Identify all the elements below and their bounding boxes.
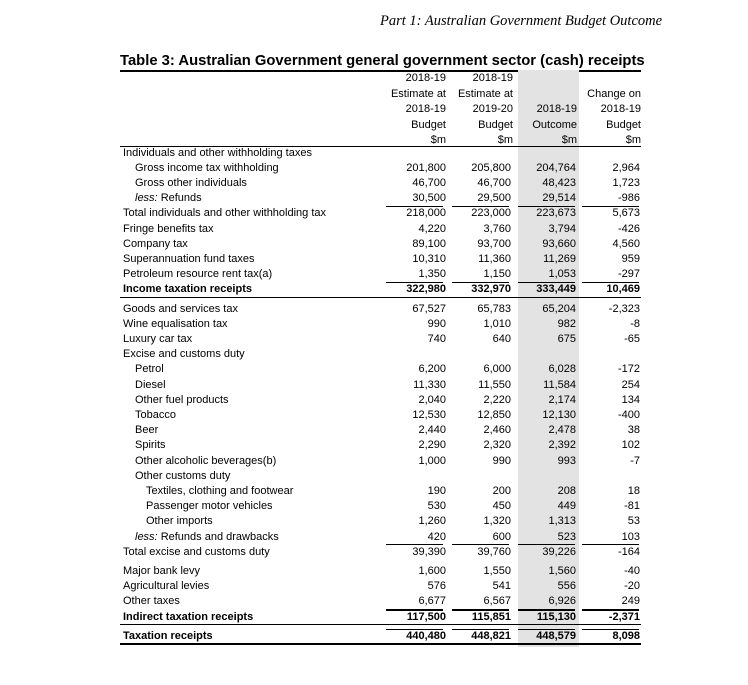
- cell-value: 5,673: [612, 207, 640, 220]
- cell-value: 218,000: [406, 207, 446, 220]
- column-header: Change on 2018-19 Budget $m: [587, 87, 641, 146]
- table-row: [0, 514, 748, 529]
- cell-value: 39,390: [412, 545, 446, 558]
- cell-value: 10,469: [606, 283, 640, 296]
- cell-value: 2,174: [548, 393, 576, 406]
- row-label: [135, 469, 230, 484]
- cell-value: 1,000: [418, 454, 446, 467]
- cell-value: 12,850: [477, 408, 511, 421]
- cell-value: 449: [557, 500, 576, 513]
- cell-value: -2,371: [608, 610, 640, 623]
- total-top-rule: [452, 282, 509, 283]
- cell-value: 2,964: [612, 161, 640, 174]
- cell-value: 115,130: [536, 610, 576, 623]
- cell-value: 333,449: [536, 283, 576, 296]
- cell-value: 2,290: [418, 439, 446, 452]
- row-label-text: Spirits: [135, 439, 166, 452]
- cell-value: 115,851: [471, 610, 511, 623]
- cell-value: 1,600: [418, 564, 446, 577]
- row-label-text: Other taxes: [123, 595, 180, 608]
- table-row: [0, 332, 748, 347]
- table-row: [0, 378, 748, 393]
- row-label-text: Tobacco: [135, 408, 176, 421]
- row-label-text: Textiles, clothing and footwear: [146, 484, 294, 497]
- table-row: [0, 530, 748, 545]
- cell-value: -81: [624, 500, 640, 513]
- cell-value: -164: [617, 545, 640, 558]
- table-row: [0, 282, 748, 297]
- row-label-prefix: less:: [135, 192, 158, 205]
- cell-value: 29,500: [477, 192, 511, 205]
- row-label-text: Excise and customs duty: [123, 348, 245, 361]
- cell-value: 6,028: [548, 363, 576, 376]
- table-row: [0, 594, 748, 609]
- cell-value: 12,130: [542, 408, 576, 421]
- table-row: [0, 222, 748, 237]
- cell-value: 448,821: [471, 629, 511, 642]
- row-label-text: Total individuals and other withholding tax: [123, 207, 327, 220]
- cell-value: 201,800: [406, 161, 446, 174]
- row-label: [135, 176, 247, 191]
- cell-value: 93,660: [542, 237, 576, 250]
- table-row: [0, 629, 748, 644]
- cell-value: 39,760: [477, 545, 511, 558]
- cell-value: 2,220: [483, 393, 511, 406]
- cell-value: 530: [427, 500, 446, 513]
- table-row: [0, 610, 748, 625]
- row-label-text: Refunds and drawbacks: [160, 530, 279, 543]
- cell-value: 1,550: [483, 564, 511, 577]
- cell-value: 2,320: [483, 439, 511, 452]
- total-top-rule: [518, 610, 575, 611]
- total-top-rule: [582, 610, 639, 611]
- cell-value: 11,550: [478, 378, 511, 391]
- total-rule: [120, 297, 641, 298]
- cell-value: 93,700: [477, 237, 511, 250]
- row-label-text: Fringe benefits tax: [123, 222, 214, 235]
- table-row: [0, 499, 748, 514]
- cell-value: 53: [627, 515, 640, 528]
- row-label-text: Petrol: [135, 363, 164, 376]
- table-row: [0, 191, 748, 206]
- table-title: Table 3: Australian Government general government sector (cash) receipts: [120, 53, 645, 69]
- row-label: [135, 393, 229, 408]
- row-label: [123, 252, 255, 267]
- table-row: [0, 408, 748, 423]
- cell-value: 448,579: [536, 629, 576, 642]
- cell-value: 523: [557, 530, 576, 543]
- cell-value: 38: [627, 424, 640, 437]
- row-label: [135, 408, 176, 423]
- cell-value: 322,980: [406, 283, 446, 296]
- total-top-rule: [582, 282, 639, 283]
- cell-value: 993: [557, 454, 576, 467]
- table-row: [0, 176, 748, 191]
- table-row: [0, 317, 748, 332]
- row-label: [123, 629, 213, 644]
- cell-value: 6,200: [418, 363, 446, 376]
- cell-value: 103: [621, 530, 640, 543]
- row-label: [123, 206, 326, 221]
- cell-value: 1,560: [548, 564, 576, 577]
- cell-value: 6,567: [483, 595, 511, 608]
- cell-value: 6,677: [418, 595, 446, 608]
- cell-value: 420: [427, 530, 446, 543]
- row-label-text: Taxation receipts: [123, 629, 213, 642]
- row-label: [123, 545, 270, 560]
- table-row: [0, 484, 748, 499]
- cell-value: -20: [624, 580, 640, 593]
- cell-value: 223,000: [471, 207, 511, 220]
- total-rule: [120, 643, 641, 644]
- cell-value: 541: [492, 580, 511, 593]
- cell-value: 4,220: [418, 222, 446, 235]
- cell-value: 1,260: [418, 515, 446, 528]
- cell-value: 29,514: [542, 192, 576, 205]
- page-header: Part 1: Australian Government Budget Outcome: [380, 13, 663, 29]
- cell-value: -400: [617, 408, 640, 421]
- cell-value: -40: [624, 564, 640, 577]
- row-label: [135, 378, 166, 393]
- row-label-text: Gross income tax withholding: [135, 161, 279, 174]
- row-label: [123, 302, 238, 317]
- cell-value: 48,423: [542, 176, 576, 189]
- cell-value: 990: [427, 317, 446, 330]
- cell-value: 2,440: [418, 424, 446, 437]
- table-header: [0, 71, 748, 146]
- row-label: [123, 317, 228, 332]
- cell-value: 223,673: [536, 207, 576, 220]
- row-label: [123, 594, 180, 609]
- cell-value: 990: [492, 454, 511, 467]
- table-row: [0, 146, 748, 161]
- cell-value: 46,700: [412, 176, 446, 189]
- row-label: [123, 579, 209, 594]
- cell-value: 46,700: [477, 176, 511, 189]
- cell-value: 39,226: [542, 545, 576, 558]
- row-label: [123, 237, 188, 252]
- total-top-rule: [386, 629, 443, 630]
- cell-value: 117,500: [406, 610, 446, 623]
- table-row: [0, 362, 748, 377]
- total-top-rule: [386, 610, 443, 611]
- cell-value: 2,460: [483, 424, 511, 437]
- table-row: [0, 545, 748, 560]
- row-label-text: Total excise and customs duty: [123, 545, 270, 558]
- row-label-text: Company tax: [123, 237, 188, 250]
- table-row: [0, 438, 748, 453]
- row-label-text: Individuals and other withholding taxes: [123, 146, 312, 159]
- cell-value: 440,480: [406, 629, 446, 642]
- cell-value: 982: [557, 317, 576, 330]
- cell-value: -7: [630, 454, 640, 467]
- cell-value: 102: [621, 439, 640, 452]
- cell-value: 8,098: [612, 629, 640, 642]
- table-row: [0, 161, 748, 176]
- row-label-text: Luxury car tax: [123, 332, 193, 345]
- table-row: [0, 347, 748, 362]
- cell-value: 3,794: [548, 222, 576, 235]
- row-label: [123, 222, 214, 237]
- row-label-text: Passenger motor vehicles: [146, 500, 273, 513]
- row-label: [135, 530, 279, 545]
- table-row: [0, 393, 748, 408]
- total-top-rule: [582, 629, 639, 630]
- row-label: [135, 454, 276, 469]
- cell-value: 4,560: [612, 237, 640, 250]
- row-label: [135, 161, 279, 176]
- cell-value: 12,530: [412, 408, 446, 421]
- table-row: [0, 237, 748, 252]
- row-label: [146, 484, 293, 499]
- row-label: [123, 564, 200, 579]
- cell-value: 640: [492, 332, 511, 345]
- cell-value: 556: [557, 580, 576, 593]
- cell-value: 600: [492, 530, 511, 543]
- cell-value: 1,313: [548, 515, 576, 528]
- cell-value: 190: [427, 484, 446, 497]
- row-label: [135, 362, 164, 377]
- cell-value: 332,970: [471, 283, 511, 296]
- cell-value: 1,350: [418, 268, 446, 281]
- total-top-rule: [518, 282, 575, 283]
- row-label: [123, 146, 312, 161]
- cell-value: 6,000: [483, 363, 511, 376]
- cell-value: 2,478: [548, 424, 576, 437]
- cell-value: 208: [557, 484, 576, 497]
- cell-value: -986: [617, 192, 640, 205]
- total-top-rule: [452, 629, 509, 630]
- cell-value: 249: [621, 595, 640, 608]
- table-row: [0, 252, 748, 267]
- cell-value: 89,100: [412, 237, 446, 250]
- cell-value: 205,800: [471, 161, 511, 174]
- row-label: [123, 347, 245, 362]
- row-label-text: Other customs duty: [135, 469, 231, 482]
- row-label-prefix: less:: [135, 530, 158, 543]
- total-top-rule: [518, 629, 575, 630]
- row-label-text: Petroleum resource rent tax(a): [123, 268, 273, 281]
- cell-value: -65: [624, 332, 640, 345]
- cell-value: 675: [557, 332, 576, 345]
- cell-value: 1,010: [483, 317, 511, 330]
- row-label-text: Wine equalisation tax: [123, 317, 228, 330]
- cell-value: 576: [427, 580, 446, 593]
- row-label: [135, 191, 202, 206]
- table-row: [0, 206, 748, 221]
- table-row: [0, 423, 748, 438]
- row-label-text: Diesel: [135, 378, 166, 391]
- cell-value: 200: [492, 484, 511, 497]
- column-header: 2018-19 Outcome $m: [532, 103, 577, 146]
- row-label-text: Goods and services tax: [123, 302, 238, 315]
- cell-value: 2,392: [548, 439, 576, 452]
- cell-value: 11,584: [543, 378, 576, 391]
- row-label: [123, 267, 272, 282]
- row-label-text: Superannuation fund taxes: [123, 252, 255, 265]
- row-label-text: Beer: [135, 424, 159, 437]
- table-row: [0, 564, 748, 579]
- row-label: [146, 499, 273, 514]
- cell-value: 10,310: [412, 252, 446, 265]
- cell-value: 134: [621, 393, 640, 406]
- cell-value: 30,500: [412, 192, 446, 205]
- row-label-text: Indirect taxation receipts: [123, 610, 254, 623]
- row-label: [123, 610, 253, 625]
- row-label-text: Other alcoholic beverages(b): [135, 454, 277, 467]
- cell-value: 450: [492, 500, 511, 513]
- cell-value: 2,040: [418, 393, 446, 406]
- cell-value: -8: [630, 317, 640, 330]
- row-label-text: Major bank levy: [123, 564, 201, 577]
- cell-value: 67,527: [412, 302, 446, 315]
- row-label: [135, 423, 158, 438]
- cell-value: 1,150: [483, 268, 511, 281]
- cell-value: 65,204: [542, 302, 576, 315]
- total-top-rule: [452, 610, 509, 611]
- cell-value: 1,320: [483, 515, 511, 528]
- cell-value: -2,323: [608, 302, 640, 315]
- row-label-text: Income taxation receipts: [123, 283, 252, 296]
- row-label: [123, 282, 252, 297]
- row-label: [123, 332, 192, 347]
- cell-value: 740: [427, 332, 446, 345]
- cell-value: 3,760: [483, 222, 511, 235]
- cell-value: 6,926: [548, 595, 576, 608]
- table-row: [0, 267, 748, 282]
- cell-value: 11,360: [478, 252, 511, 265]
- table-row: [0, 469, 748, 484]
- cell-value: 959: [621, 252, 640, 265]
- row-label: [146, 514, 213, 529]
- column-header: 2018-19 Estimate at 2018-19 Budget $m: [390, 72, 446, 146]
- cell-value: 65,783: [477, 302, 511, 315]
- row-label-text: Agricultural levies: [123, 580, 210, 593]
- table-row: [0, 579, 748, 594]
- cell-value: 18: [627, 484, 640, 497]
- row-label-text: Other imports: [146, 515, 213, 528]
- cell-value: -172: [617, 363, 640, 376]
- cell-value: 254: [621, 378, 640, 391]
- total-top-rule: [386, 282, 443, 283]
- row-label: [135, 438, 166, 453]
- row-label-text: Other fuel products: [135, 393, 229, 406]
- table-row: [0, 302, 748, 317]
- table-row: [0, 454, 748, 469]
- cell-value: -297: [617, 268, 640, 281]
- cell-value: 204,764: [536, 161, 576, 174]
- cell-value: 1,053: [548, 268, 576, 281]
- row-label-text: Refunds: [160, 192, 202, 205]
- cell-value: 1,723: [612, 176, 640, 189]
- column-header: 2018-19 Estimate at 2019-20 Budget $m: [457, 72, 513, 146]
- total-rule: [120, 624, 641, 625]
- cell-value: -426: [617, 222, 640, 235]
- cell-value: 11,330: [413, 378, 446, 391]
- row-label-text: Gross other individuals: [135, 176, 247, 189]
- cell-value: 11,269: [543, 252, 576, 265]
